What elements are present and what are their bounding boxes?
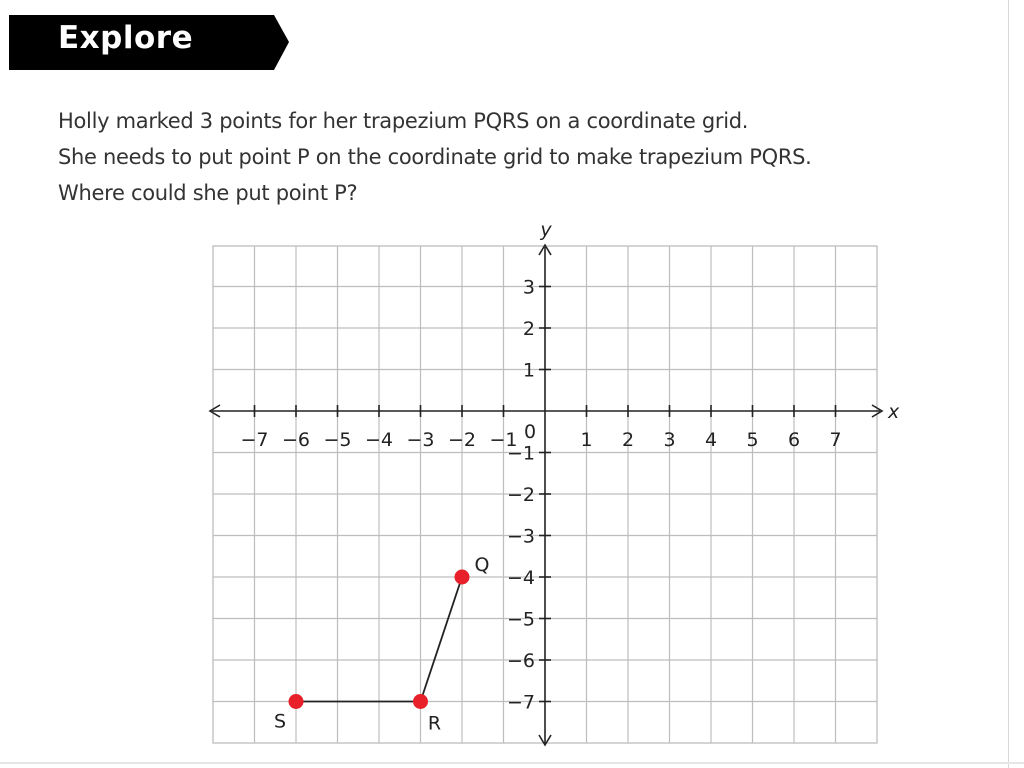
y-tick-label: −6	[506, 650, 535, 672]
question-line-1: Holly marked 3 points for her trapezium PQRS on a coordinate grid.	[58, 109, 749, 133]
x-tick-label: 7	[829, 429, 842, 451]
point-r	[413, 694, 428, 709]
point-s	[289, 694, 304, 709]
page-edge	[1008, 0, 1009, 768]
x-tick-label: 5	[746, 429, 759, 451]
y-axis-label: y	[540, 219, 552, 241]
y-tick-label: 3	[522, 276, 535, 299]
y-tick-label: 2	[522, 318, 535, 340]
y-tick-label: −3	[506, 525, 535, 548]
x-tick-label: −3	[406, 429, 435, 451]
y-tick-label: −2	[506, 484, 535, 506]
point-q	[455, 570, 470, 585]
x-tick-label: −2	[447, 429, 477, 451]
y-tick-label: 1	[522, 359, 535, 382]
page-title: Explore	[58, 20, 194, 56]
x-axis-label: x	[888, 401, 900, 423]
x-tick-label: −5	[323, 429, 352, 451]
x-tick-label: 4	[704, 429, 718, 451]
y-tick-label: −4	[506, 567, 535, 589]
point-label-s: S	[273, 710, 287, 733]
x-tick-label: −1	[489, 429, 518, 451]
y-tick-label: −7	[506, 691, 535, 714]
page-bottom-edge	[0, 762, 1024, 764]
x-tick-label: 6	[787, 429, 801, 451]
y-tick-label: −1	[506, 442, 535, 465]
x-tick-label: −7	[240, 429, 269, 451]
question-line-2: She needs to put point P on the coordinate grid to make trapezium PQRS.	[58, 145, 812, 169]
segment-rq	[421, 577, 463, 702]
y-tick-label: −5	[506, 608, 535, 631]
point-label-r: R	[427, 712, 442, 735]
x-tick-label: −4	[364, 429, 394, 451]
x-tick-label: 2	[621, 429, 635, 451]
x-tick-label: 1	[580, 429, 593, 451]
origin-label: 0	[523, 421, 537, 443]
point-label-q: Q	[474, 554, 490, 576]
x-tick-label: 3	[663, 429, 676, 451]
x-tick-label: −6	[281, 429, 311, 451]
question-line-3: Where could she put point P?	[58, 181, 358, 205]
